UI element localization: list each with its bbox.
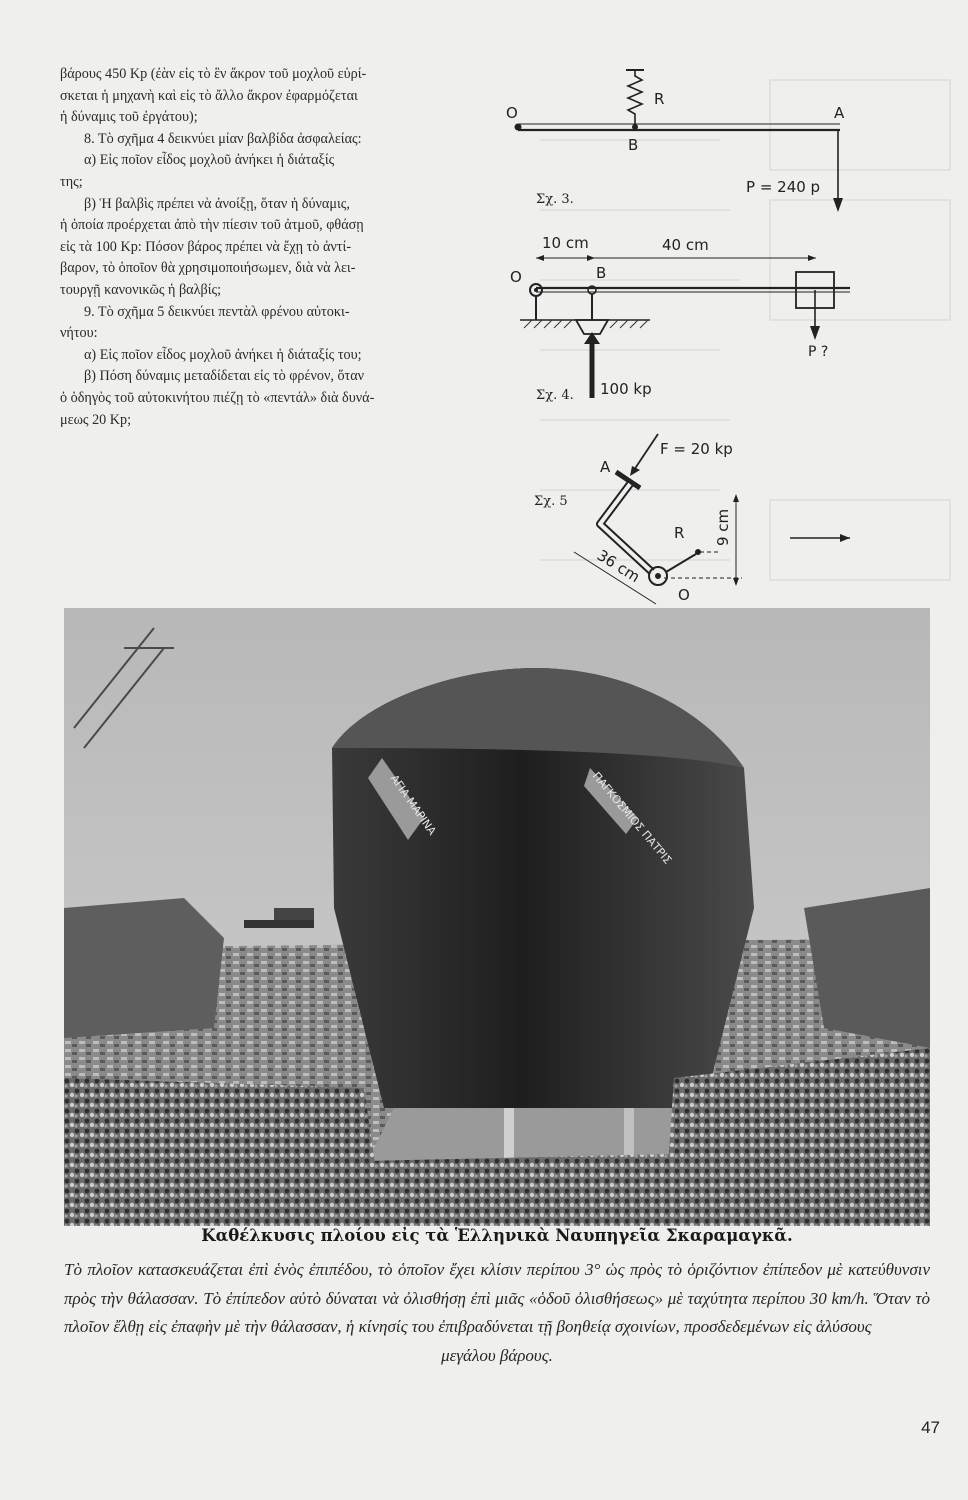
figure-5 [560, 428, 860, 608]
fig3-label-a: A [834, 104, 845, 122]
figure-4 [500, 228, 860, 408]
ship-name-left: ΑΓΙΑ ΜΑΡΙΝΑ [387, 772, 439, 838]
exercise-8-heading: 8. Τὸ σχῆμα 4 δεικνύει μίαν βαλβίδα ἀσφαλείας: [84, 130, 362, 147]
fig4-label-o: O [510, 268, 522, 286]
photo-caption-last-line: μεγάλου βάρους. [441, 1345, 553, 1365]
photo-caption-text: Τὸ πλοῖον κατασκευάζεται ἐπὶ ἑνὸς ἐπιπέδου, τὸ ὁποῖον ἔχει κλίσιν περίπου 3° ὡς πρὸς τὸ ὁριζόντιον ἐπίπεδον μὲ κατεύθυνσιν πρὸς τὴν θάλασσαν. Τὸ ἐπίπεδον αὐτὸ δύναται νὰ ὀλισθήσῃ ἐπὶ μιᾶς «ὁδοῦ ὀλισθήσεως» μὲ ταχύτητα περίπου 30 km/h. Ὅταν τὸ πλοῖον ἔλθῃ εἰς ἐπαφὴν μὲ τὴν θάλασσαν, ἡ κίνησίς του ἐπιβραδύνεται τῇ βοηθείᾳ σχοινίων, προσδεδεμένων εἰς ἁλύσους [64, 1260, 930, 1336]
text-line: ὁ ὁδηγὸς τοῦ αὐτοκινήτου πιέζῃ τὸ «πεντάλ» διὰ δυνά- [60, 389, 375, 406]
fig5-label-r: R [674, 524, 685, 542]
photo-caption-body [64, 1256, 930, 1370]
text-line: β) Πόση δύναμις μεταδίδεται εἰς τὸ φρένον, ὅταν [84, 368, 365, 385]
text-line: σκεται ἡ μηχανὴ καὶ εἰς τὸ ἄλλο ἄκρον ἐφαρμόζεται [60, 87, 358, 104]
ship-launch-photo [64, 608, 930, 1226]
exercise-text [60, 64, 460, 431]
fig4-dim-10cm: 10 cm [542, 234, 589, 252]
ship-name-right: ΠΑΓΚΟΣΜΙΟΣ ΠΑΤΡΙΣ [589, 769, 675, 867]
photo-caption-title: Καθέλκυσις πλοίου εἰς τὰ Ἑλληνικὰ Ναυπηγεῖα Σκαραμαγκᾶ. [201, 1226, 793, 1245]
exercise-9-heading: 9. Τὸ σχῆμα 5 δεικνύει πεντὰλ φρένου αὐτοκι- [84, 303, 350, 320]
figure-4-drawing [500, 228, 860, 408]
fig5-dim-9cm: 9 cm [714, 508, 732, 546]
figure-4-caption: Σχ. 4. [536, 388, 574, 403]
text-line: α) Εἰς ποῖον εἶδος μοχλοῦ ἀνήκει ἡ διάταξίς του; [84, 346, 362, 363]
fig4-dim-40cm: 40 cm [662, 236, 709, 254]
text-line: νήτου: [60, 325, 98, 342]
fig3-label-o: O [506, 104, 518, 122]
fig5-label-a: A [600, 458, 611, 476]
text-line: α) Εἰς ποῖον εἶδος μοχλοῦ ἀνήκει ἡ διάταξίς [84, 152, 335, 169]
fig3-force-p: P = 240 p [746, 178, 821, 196]
figure-3-caption: Σχ. 3. [536, 192, 574, 207]
fig4-label-b: B [596, 264, 607, 282]
text-line: τουργῇ κανονικῶς ἡ βαλβίς; [60, 281, 222, 298]
text-line: ἡ ὁποία προέρχεται ἀπὸ τὴν πίεσιν τοῦ ἀτμοῦ, φθάσῃ [60, 217, 364, 234]
text-line: εἰς τὰ 100 Kp: Πόσον βάρος πρέπει νὰ ἔχῃ τὸ ἀντί- [60, 238, 352, 255]
text-line: β) Ἡ βαλβὶς πρέπει νὰ ἀνοίξῃ, ὅταν ἡ δύναμις, [84, 195, 350, 212]
fig4-force-100kp: 100 kp [600, 380, 652, 398]
text-line: ἡ δύναμις τοῦ ἐργάτου); [60, 109, 198, 126]
text-line: της; [60, 173, 83, 190]
text-line: βάρους 450 Kp (ἐὰν εἰς τὸ ἓν ἄκρον τοῦ μοχλοῦ εὑρί- [60, 66, 367, 82]
figure-5-caption: Σχ. 5 [534, 494, 568, 509]
fig5-label-o: O [678, 586, 690, 604]
fig4-weight-p: P ? [808, 344, 829, 360]
fig5-dim-36cm: 36 cm [593, 546, 644, 587]
page-number: 47 [921, 1418, 940, 1437]
text-line: βαρον, τὸ ὁποῖον θὰ χρησιμοποιήσωμεν, διὰ νὰ λει- [60, 260, 356, 277]
text-line: μεως 20 Kp; [60, 411, 132, 428]
figure-5-drawing [560, 428, 860, 608]
fig3-label-r: R [654, 90, 665, 108]
fig3-label-b: B [628, 136, 639, 154]
photo-illustration [64, 608, 930, 1226]
fig5-force-f: F = 20 kp [660, 440, 733, 458]
